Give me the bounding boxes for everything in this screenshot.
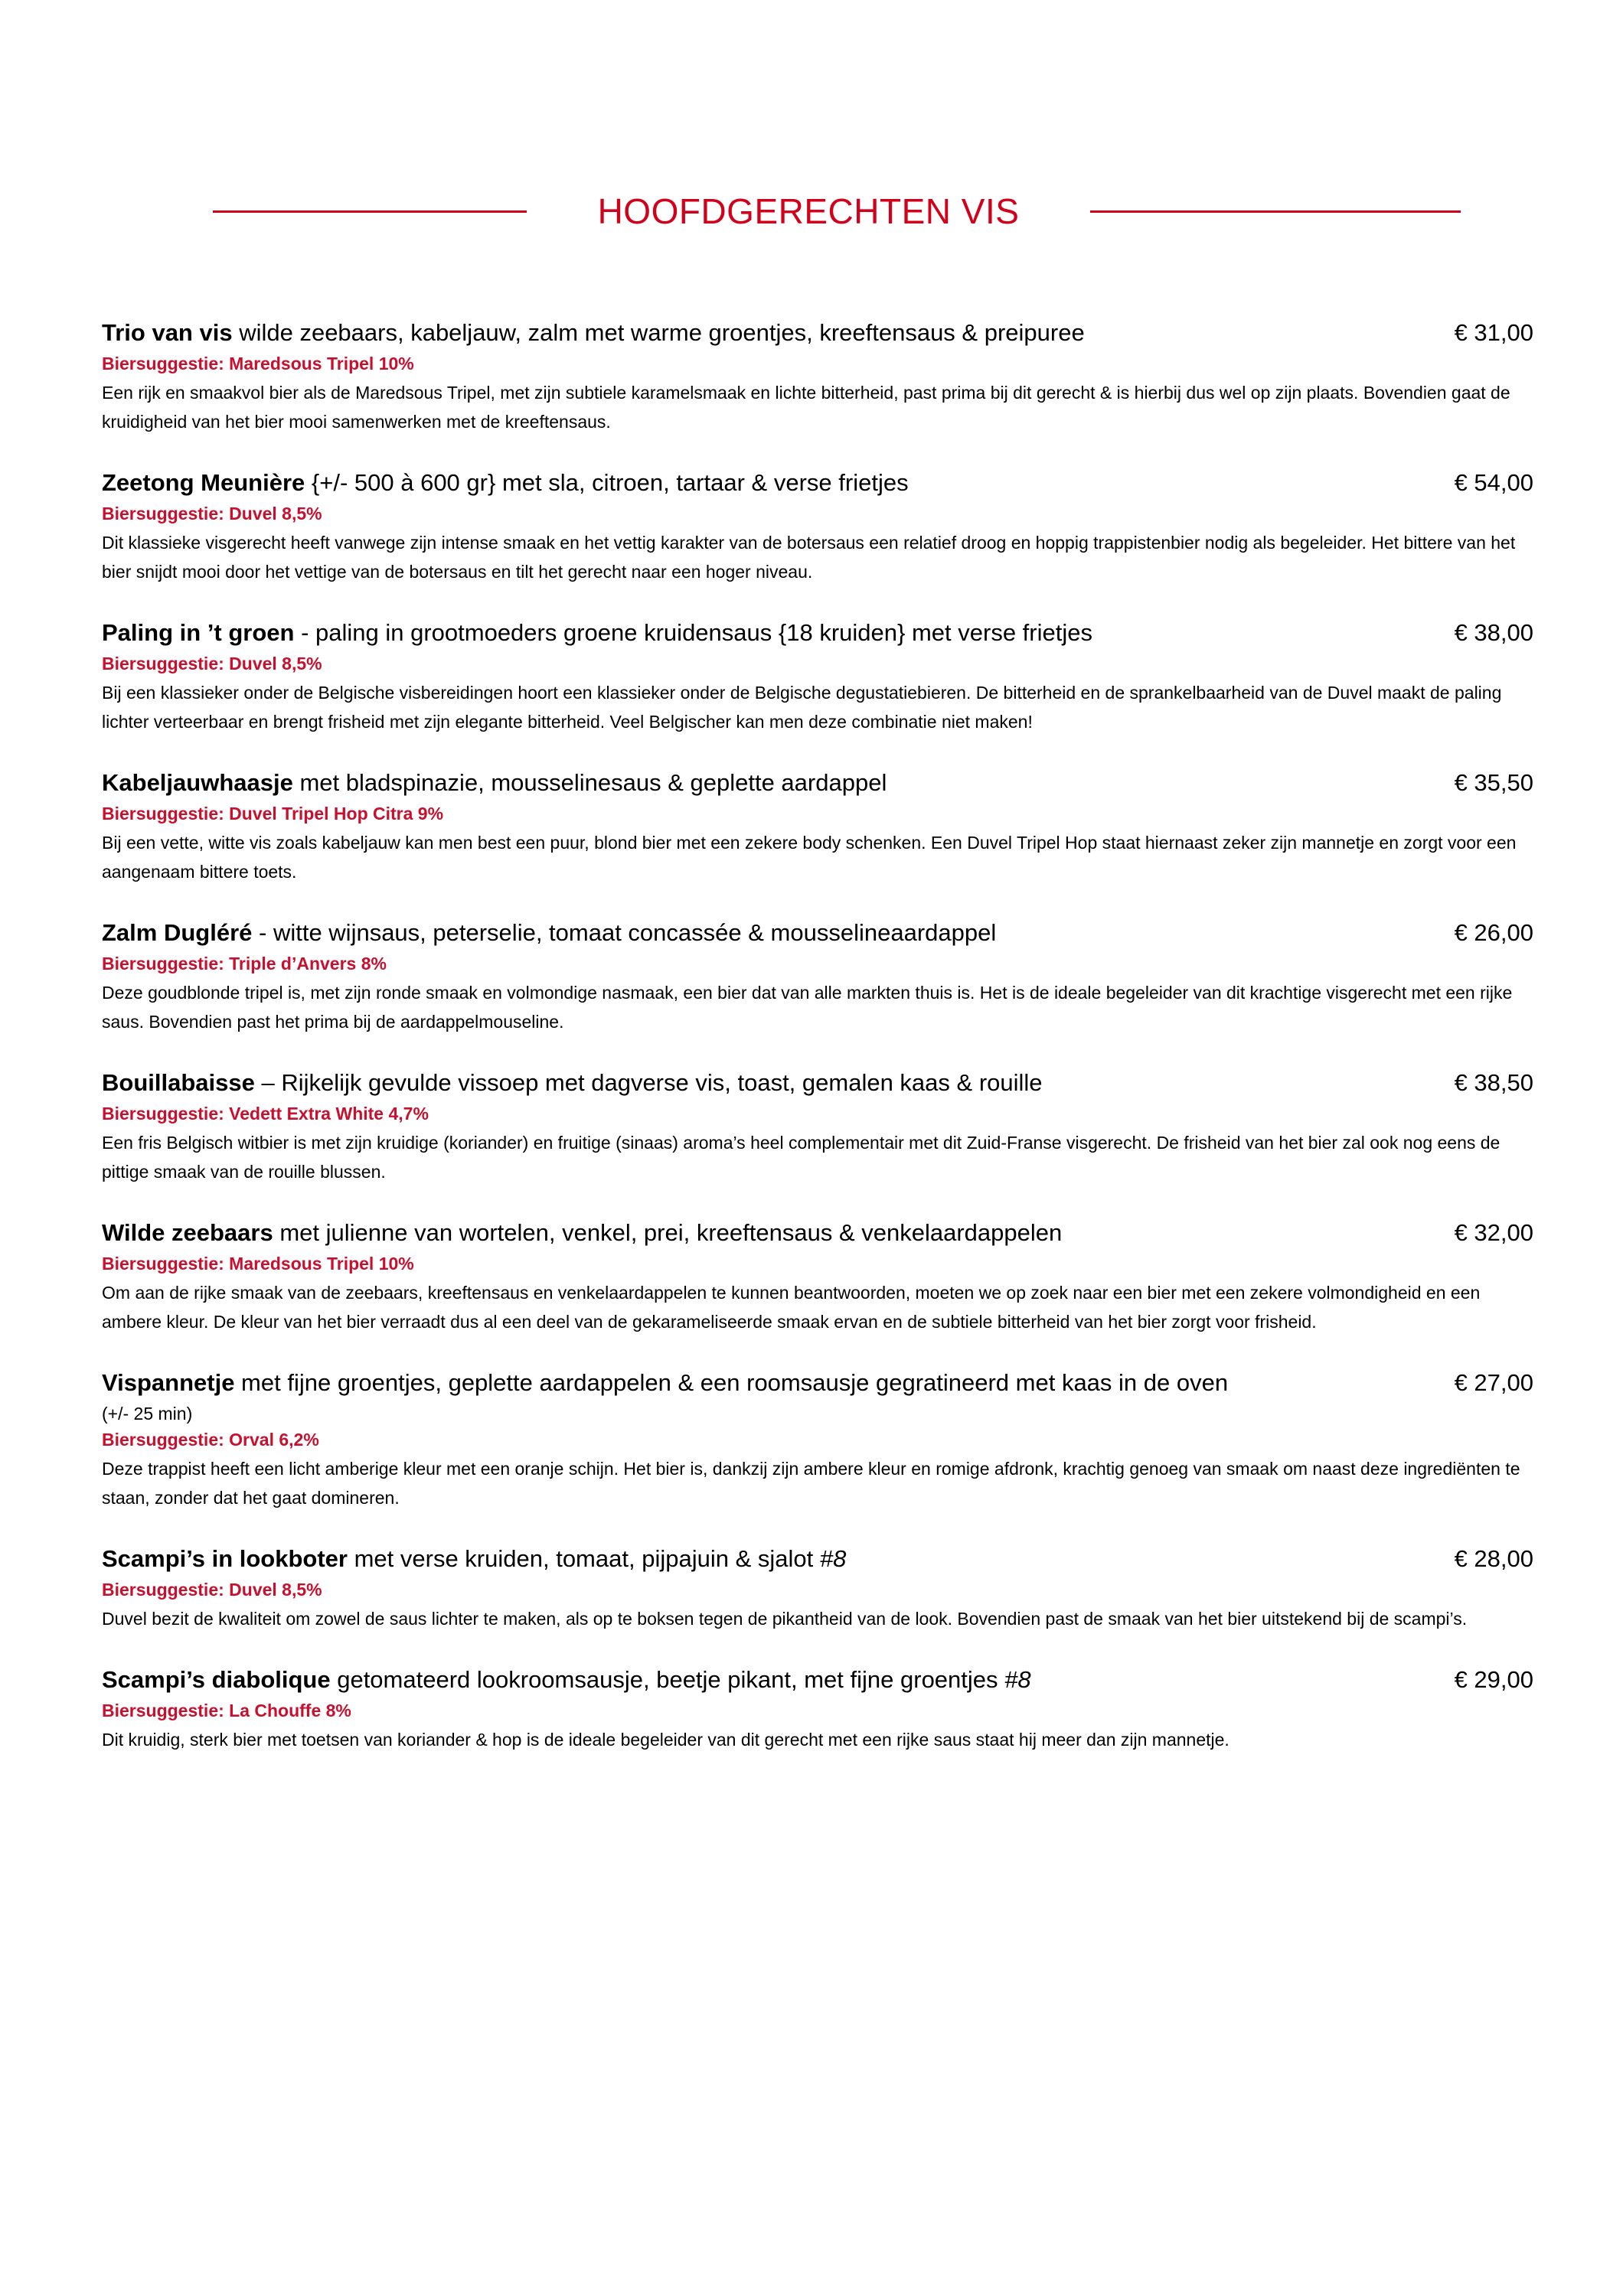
item-heading bbox=[102, 315, 1533, 351]
menu-item bbox=[102, 765, 1533, 886]
pairing-description: Deze trappist heeft een licht amberige kleur met een oranje schijn. Het bier is, dankzij zijn ambere kleur en romige afdronk, krachtig genoeg van smaak om naast deze ingrediënten te staan, zonder dat het gaat domineren. bbox=[102, 1459, 1520, 1508]
item-ingredients: getomateerd lookroomsausje, beetje pikant, met fijne groentjes bbox=[330, 1666, 1005, 1693]
item-name: Scampi’s in lookboter bbox=[102, 1545, 348, 1572]
menu-item bbox=[102, 1065, 1533, 1186]
beer-suggestion: Biersuggestie: La Chouffe 8% bbox=[102, 1701, 351, 1720]
beer-suggestion: Biersuggestie: Vedett Extra White 4,7% bbox=[102, 1104, 429, 1124]
item-name: Paling in ’t groen bbox=[102, 619, 295, 646]
item-heading bbox=[102, 615, 1533, 651]
beer-suggestion: Biersuggestie: Duvel 8,5% bbox=[102, 1580, 322, 1600]
item-price: € 35,50 bbox=[1454, 769, 1533, 796]
item-price: € 32,00 bbox=[1454, 1219, 1533, 1246]
item-price: € 54,00 bbox=[1454, 469, 1533, 496]
item-ingredients: - witte wijnsaus, peterselie, tomaat concassée & mousselineaardappel bbox=[252, 919, 997, 946]
item-name: Wilde zeebaars bbox=[102, 1219, 273, 1246]
pairing-description: Een fris Belgisch witbier is met zijn kruidige (koriander) en fruitige (sinaas) aroma’s heel complementair met dit Zuid-Franse visgerecht. De frisheid van het bier zal ook nog eens de pittige smaak van de rouille blussen. bbox=[102, 1133, 1501, 1182]
title-rule-right bbox=[1090, 210, 1461, 213]
preparation-time-note: (+/- 25 min) bbox=[102, 1404, 193, 1424]
item-heading bbox=[102, 465, 1533, 501]
item-ingredients: - paling in grootmoeders groene kruidensaus {18 kruiden} met verse frietjes bbox=[294, 619, 1092, 646]
beer-suggestion: Biersuggestie: Maredsous Tripel 10% bbox=[102, 354, 414, 373]
item-heading bbox=[102, 915, 1533, 951]
item-heading bbox=[102, 1215, 1533, 1251]
item-heading bbox=[102, 1365, 1533, 1401]
item-price: € 29,00 bbox=[1454, 1666, 1533, 1693]
item-price: € 28,00 bbox=[1454, 1545, 1533, 1572]
menu-item bbox=[102, 1215, 1533, 1336]
pairing-description: Bij een klassieker onder de Belgische visbereidingen hoort een klassieker onder de Belgische degustatiebieren. De bitterheid en de sprankelbaarheid van de Duvel maakt de paling lichter verteerbaar en brengt frisheid met zijn elegante bitterheid. Veel Belgischer kan men deze combinatie niet maken! bbox=[102, 683, 1502, 732]
pairing-description: Dit klassieke visgerecht heeft vanwege zijn intense smaak en het vettig karakter van de botersaus een relatief droog en hoppig trappistenbier nodig als begeleider. Het bittere van het bier snijdt mooi door het vettige van de botersaus en tilt het gerecht naar een hoger niveau. bbox=[102, 533, 1516, 582]
section-title: HOOFDGERECHTEN VIS bbox=[597, 191, 1020, 231]
menu-item bbox=[102, 1365, 1533, 1512]
item-name: Scampi’s diabolique bbox=[102, 1666, 331, 1693]
item-ingredients: met verse kruiden, tomaat, pijpajuin & sjalot bbox=[347, 1545, 820, 1572]
item-ingredients: met fijne groentjes, geplette aardappelen & een roomsausje gegratineerd met kaas in de oven bbox=[234, 1369, 1229, 1396]
item-heading bbox=[102, 765, 1533, 801]
item-name: Kabeljauwhaasje bbox=[102, 769, 293, 796]
item-name: Zalm Dugléré bbox=[102, 919, 253, 946]
item-heading bbox=[102, 1065, 1533, 1101]
item-reference: #8 bbox=[819, 1545, 847, 1572]
item-ingredients: {+/- 500 à 600 gr} met sla, citroen, tartaar & verse frietjes bbox=[305, 469, 909, 496]
item-name: Zeetong Meunière bbox=[102, 469, 305, 496]
menu-item bbox=[102, 915, 1533, 1036]
beer-suggestion: Biersuggestie: Duvel 8,5% bbox=[102, 504, 322, 523]
beer-suggestion: Biersuggestie: Triple d’Anvers 8% bbox=[102, 954, 387, 974]
pairing-description: Bij een vette, witte vis zoals kabeljauw kan men best een puur, blond bier met een zekere body schenken. Een Duvel Tripel Hop staat hiernaast zeker zijn mannetje en zorgt voor een aangenaam bittere toets. bbox=[102, 833, 1517, 882]
beer-suggestion: Biersuggestie: Duvel Tripel Hop Citra 9% bbox=[102, 804, 444, 823]
beer-suggestion: Biersuggestie: Orval 6,2% bbox=[102, 1430, 319, 1450]
item-reference: #8 bbox=[1004, 1666, 1031, 1693]
section-header bbox=[0, 181, 1623, 242]
pairing-description: Een rijk en smaakvol bier als de Maredsous Tripel, met zijn subtiele karamelsmaak en lichte bitterheid, past prima bij dit gerecht & is hierbij dus wel op zijn plaats. Bovendien gaat de kruidigheid van het bier mooi samenwerken met de kreeftensaus. bbox=[102, 383, 1510, 432]
item-ingredients: met julienne van wortelen, venkel, prei, kreeftensaus & venkelaardappelen bbox=[273, 1219, 1063, 1246]
menu-item bbox=[102, 1662, 1533, 1754]
pairing-description: Deze goudblonde tripel is, met zijn ronde smaak en volmondige nasmaak, een bier dat van alle markten thuis is. Het is de ideale begeleider van dit krachtige visgerecht met een rijke saus. Bovendien past het prima bij de aardappelmouseline. bbox=[102, 983, 1513, 1032]
menu-item bbox=[102, 1541, 1533, 1633]
item-ingredients: met bladspinazie, mousselinesaus & geplette aardappel bbox=[292, 769, 887, 796]
pairing-description: Dit kruidig, sterk bier met toetsen van koriander & hop is de ideale begeleider van dit gerecht met een rijke saus staat hij meer dan zijn mannetje. bbox=[102, 1730, 1229, 1750]
pairing-description: Duvel bezit de kwaliteit om zowel de saus lichter te maken, als op te boksen tegen de pikantheid van de look. Bovendien past de smaak van het bier uitstekend bij de scampi’s. bbox=[102, 1609, 1468, 1629]
beer-suggestion: Biersuggestie: Duvel 8,5% bbox=[102, 654, 322, 673]
item-price: € 31,00 bbox=[1454, 319, 1533, 346]
item-heading bbox=[102, 1662, 1533, 1698]
menu-item bbox=[102, 615, 1533, 736]
title-rule-left bbox=[213, 210, 527, 213]
menu-item bbox=[102, 315, 1533, 436]
pairing-description: Om aan de rijke smaak van de zeebaars, kreeftensaus en venkelaardappelen te kunnen beantwoorden, moeten we op zoek naar een bier met een zekere volmondigheid en een ambere kleur. De kleur van het bier verraadt dus al een deel van de gekarameliseerde smaak ervan en de subtiele bitterheid van het bier zorgt voor frisheid. bbox=[102, 1283, 1481, 1332]
item-name: Vispannetje bbox=[102, 1369, 235, 1396]
item-price: € 38,50 bbox=[1454, 1069, 1533, 1096]
item-ingredients: wilde zeebaars, kabeljauw, zalm met warme groentjes, kreeftensaus & preipuree bbox=[232, 319, 1085, 346]
item-price: € 38,00 bbox=[1454, 619, 1533, 646]
item-price: € 27,00 bbox=[1454, 1369, 1533, 1396]
item-name: Trio van vis bbox=[102, 319, 233, 346]
item-name: Bouillabaisse bbox=[102, 1069, 255, 1096]
item-heading bbox=[102, 1541, 1533, 1577]
beer-suggestion: Biersuggestie: Maredsous Tripel 10% bbox=[102, 1254, 414, 1274]
item-ingredients: – Rijkelijk gevulde vissoep met dagverse vis, toast, gemalen kaas & rouille bbox=[254, 1069, 1043, 1096]
menu-list bbox=[102, 315, 1533, 1783]
menu-item bbox=[102, 465, 1533, 586]
item-price: € 26,00 bbox=[1454, 919, 1533, 946]
